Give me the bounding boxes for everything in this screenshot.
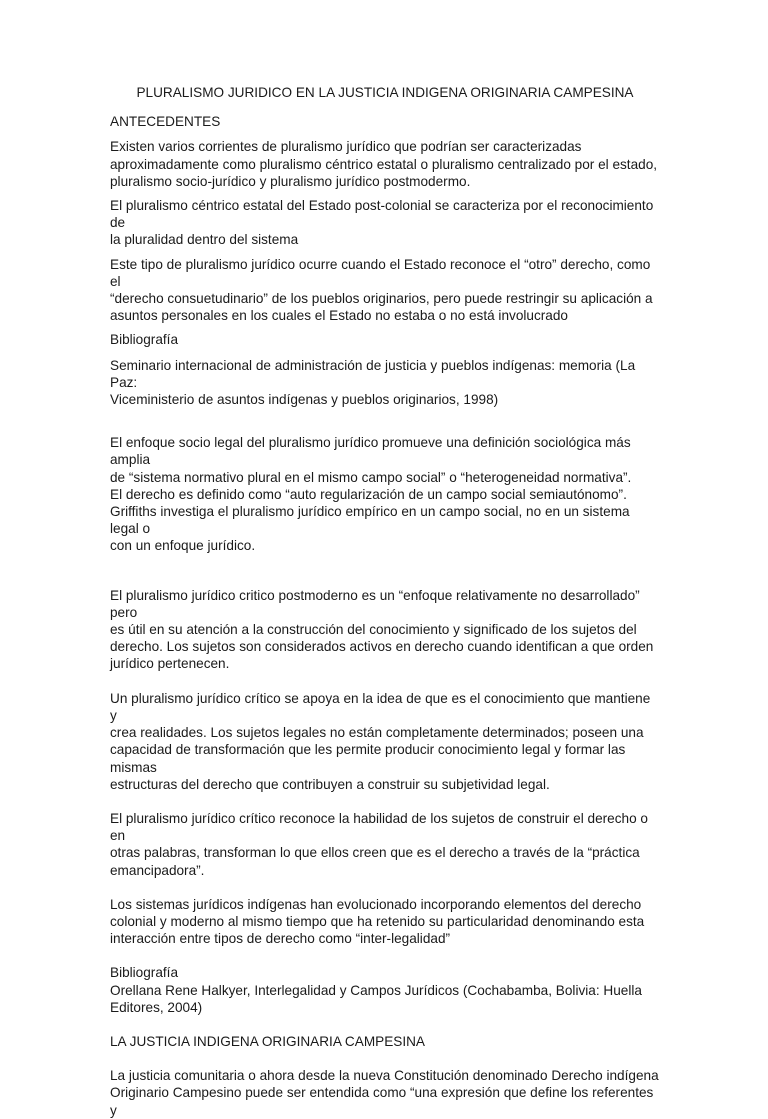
paragraph-6: Un pluralismo jurídico crítico se apoya en la idea de que es el conocimiento que mantiene y crea realidades. Los sujetos legales no están completamente determinados; poseen una capacidad de transformación que les permite producir conocimiento legal y formar las mismas estructuras del derecho que contribuyen a construir su subjetividad legal. (110, 690, 651, 792)
paragraph-5: El pluralismo jurídico critico postmoderno es un “enfoque relativamente no desarrollado” pero es útil en su atención a la construcción del conocimiento y significado de los sujetos del derecho. Los sujetos son considerados activos en derecho cuando identifican a que orden jurídico pertenecen. (110, 587, 654, 672)
bibliography-label-1: Bibliografía (110, 332, 179, 348)
paragraph-2: El pluralismo céntrico estatal del Estado post-colonial se caracteriza por el reconocimiento de la pluralidad dentro del sistema (110, 198, 654, 248)
paragraph-8: Los sistemas jurídicos indígenas han evolucionado incorporando elementos del derecho colonial y moderno al mismo tiempo que ha retenido su particularidad denominando esta interacción entre tipos de derecho como “inter-legalidad” (110, 896, 645, 947)
document-title: PLURALISMO JURIDICO EN LA JUSTICIA INDIGENA ORIGINARIA CAMPESINA (136, 85, 634, 100)
bibliography-entry-1: Seminario internacional de administración de justicia y pueblos indígenas: memoria (La Paz: Viceministerio de asuntos indígenas y pueblos originarios, 1998) (110, 357, 636, 408)
bibliography-entry-2: Orellana Rene Halkyer, Interlegalidad y Campos Jurídicos (Cochabamba, Bolivia: Huella Editores, 2004) (110, 982, 642, 1015)
bibliography-label-2: Bibliografía (110, 965, 179, 981)
paragraph-3: Este tipo de pluralismo jurídico ocurre cuando el Estado reconoce el “otro” derecho, como el “derecho consuetudinario” de los pueblos originarios, pero puede restringir su aplicación a asuntos personales en los cuales el Estado no estaba o no está involucrado (110, 256, 653, 324)
paragraph-9: La justicia comunitaria o ahora desde la nueva Constitución denominado Derecho indígena Originario Campesino puede ser entendida como “una expresión que define los referentes y (110, 1068, 659, 1118)
paragraph-1: Existen varios corrientes de pluralismo jurídico que podrían ser caracterizadas aproximadamente como pluralismo céntrico estatal o pluralismo centralizado por el estado, pluralismo socio-jurídico y pluralismo jurídico postmodermo. (110, 139, 658, 189)
heading-antecedentes: ANTECEDENTES (110, 114, 221, 130)
paragraph-4: El enfoque socio legal del pluralismo jurídico promueve una definición sociológica más amplia de “sistema normativo plural en el mismo campo social” o “heterogeneidad normativa”. El derecho es definido como “auto regularización de un campo social semiautónomo”. Griffiths investiga el pluralismo jurídico empírico en un campo social, no en un sistema legal o con un enfoque jurídico. (110, 435, 632, 554)
document-body (110, 84, 660, 1119)
heading-justicia: LA JUSTICIA INDIGENA ORIGINARIA CAMPESINA (110, 1033, 425, 1049)
paragraph-7: El pluralismo jurídico crítico reconoce la habilidad de los sujetos de construir el derecho o en otras palabras, transforman lo que ellos creen que es el derecho a través de la “práctica emancipadora”. (110, 810, 648, 878)
